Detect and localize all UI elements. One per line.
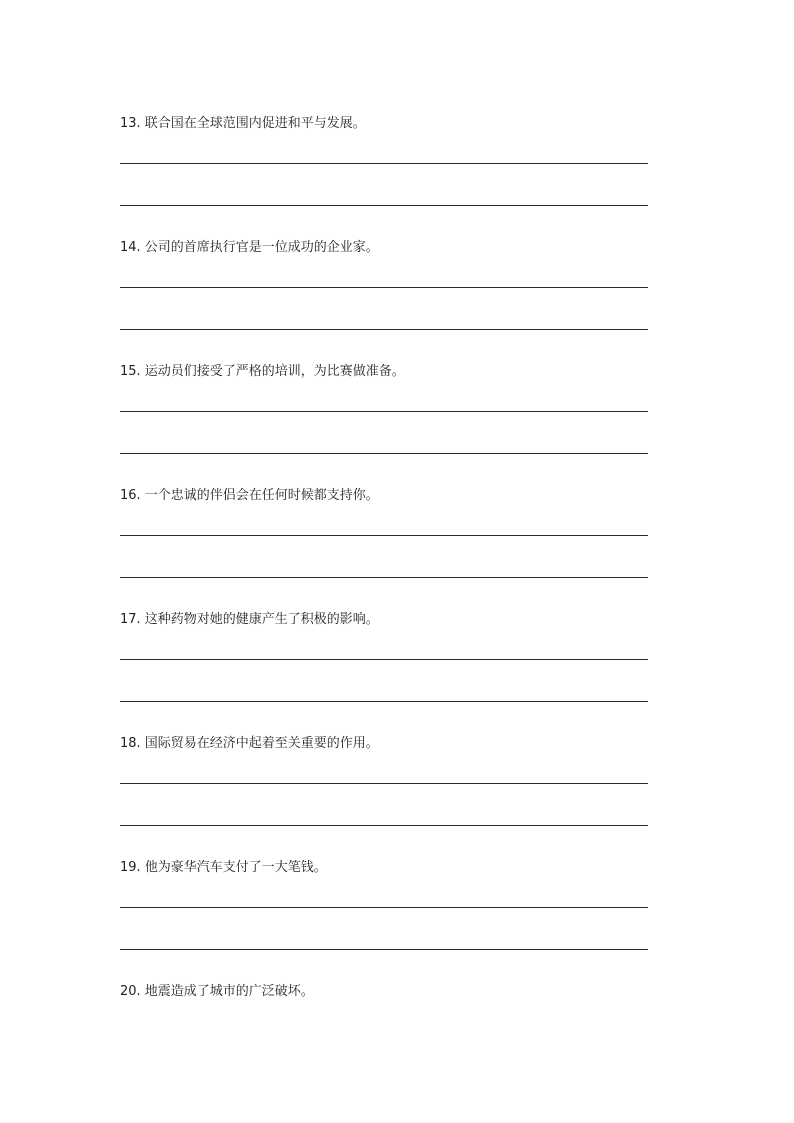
answer-line[interactable]	[120, 659, 648, 660]
answer-line[interactable]	[120, 825, 648, 826]
answer-line[interactable]	[120, 907, 648, 908]
question-14-text: 14. 公司的首席执行官是一位成功的企业家。	[120, 240, 379, 255]
answer-line[interactable]	[120, 329, 648, 330]
answer-line[interactable]	[120, 577, 648, 578]
question-19-text: 19. 他为豪华汽车支付了一大笔钱。	[120, 860, 327, 875]
question-18-text: 18. 国际贸易在经济中起着至关重要的作用。	[120, 736, 379, 751]
question-20-text: 20. 地震造成了城市的广泛破坏。	[120, 984, 314, 999]
answer-line[interactable]	[120, 535, 648, 536]
answer-line[interactable]	[120, 949, 648, 950]
answer-line[interactable]	[120, 453, 648, 454]
answer-line[interactable]	[120, 163, 648, 164]
answer-line[interactable]	[120, 411, 648, 412]
question-17-text: 17. 这种药物对她的健康产生了积极的影响。	[120, 612, 379, 627]
answer-line[interactable]	[120, 287, 648, 288]
question-16-text: 16. 一个忠诚的伴侣会在任何时候都支持你。	[120, 488, 379, 503]
answer-line[interactable]	[120, 205, 648, 206]
question-13-text: 13. 联合国在全球范围内促进和平与发展。	[120, 116, 366, 131]
answer-line[interactable]	[120, 783, 648, 784]
answer-line[interactable]	[120, 701, 648, 702]
question-15-text: 15. 运动员们接受了严格的培训，为比赛做准备。	[120, 364, 405, 379]
